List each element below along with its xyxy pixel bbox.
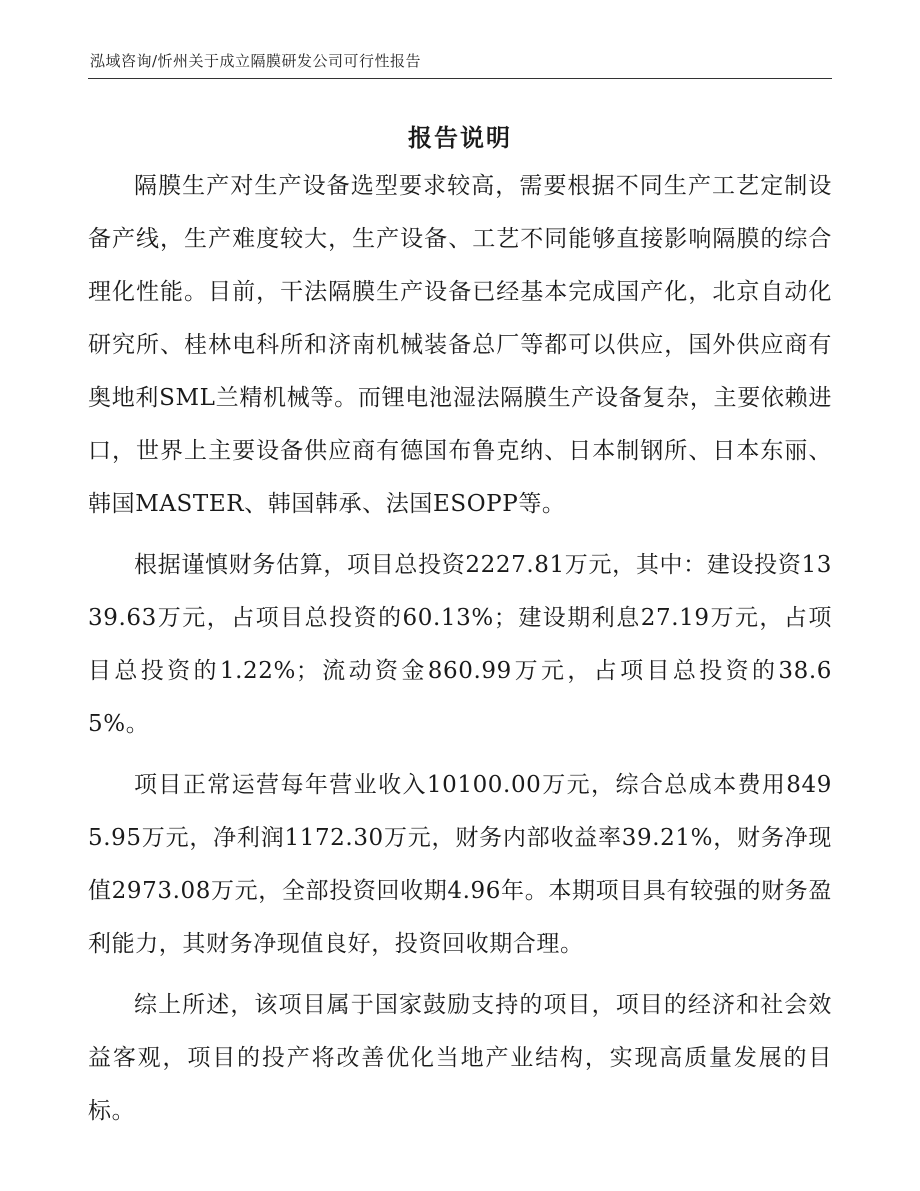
paragraph-4: 综上所述，该项目属于国家鼓励支持的项目，项目的经济和社会效益客观，项目的投产将改善优化当地产业结构，实现高质量发展的目标。: [88, 992, 832, 1124]
document-body: [88, 160, 832, 1138]
paragraph-2: 根据谨慎财务估算，项目总投资2227.81万元，其中：建设投资1339.63万元，占项目总投资的60.13%；建设期利息27.19万元，占项目总投资的1.22%；流动资金860.99万元，占项目总投资的38.65%。: [88, 552, 832, 737]
paragraph-1: 隔膜生产对生产设备选型要求较高，需要根据不同生产工艺定制设备产线，生产难度较大，生产设备、工艺不同能够直接影响隔膜的综合理化性能。目前，干法隔膜生产设备已经基本完成国产化，北京自动化研究所、桂林电科所和济南机械装备总厂等都可以供应，国外供应商有奥地利SML兰精机械等。而锂电池湿法隔膜生产设备复杂，主要依赖进口，世界上主要设备供应商有德国布鲁克纳、日本制钢所、日本东丽、韩国MASTER、韩国韩承、法国ESOPP等。: [88, 173, 832, 517]
paragraph-3: 项目正常运营每年营业收入10100.00万元，综合总成本费用8495.95万元，净利润1172.30万元，财务内部收益率39.21%，财务净现值2973.08万元，全部投资回收期4.96年。本期项目具有较强的财务盈利能力，其财务净现值良好，投资回收期合理。: [88, 772, 832, 957]
header-divider: [88, 78, 832, 79]
page-title: 报告说明: [408, 123, 512, 152]
running-header: 泓域咨询/忻州关于成立隔膜研发公司可行性报告: [90, 52, 422, 70]
